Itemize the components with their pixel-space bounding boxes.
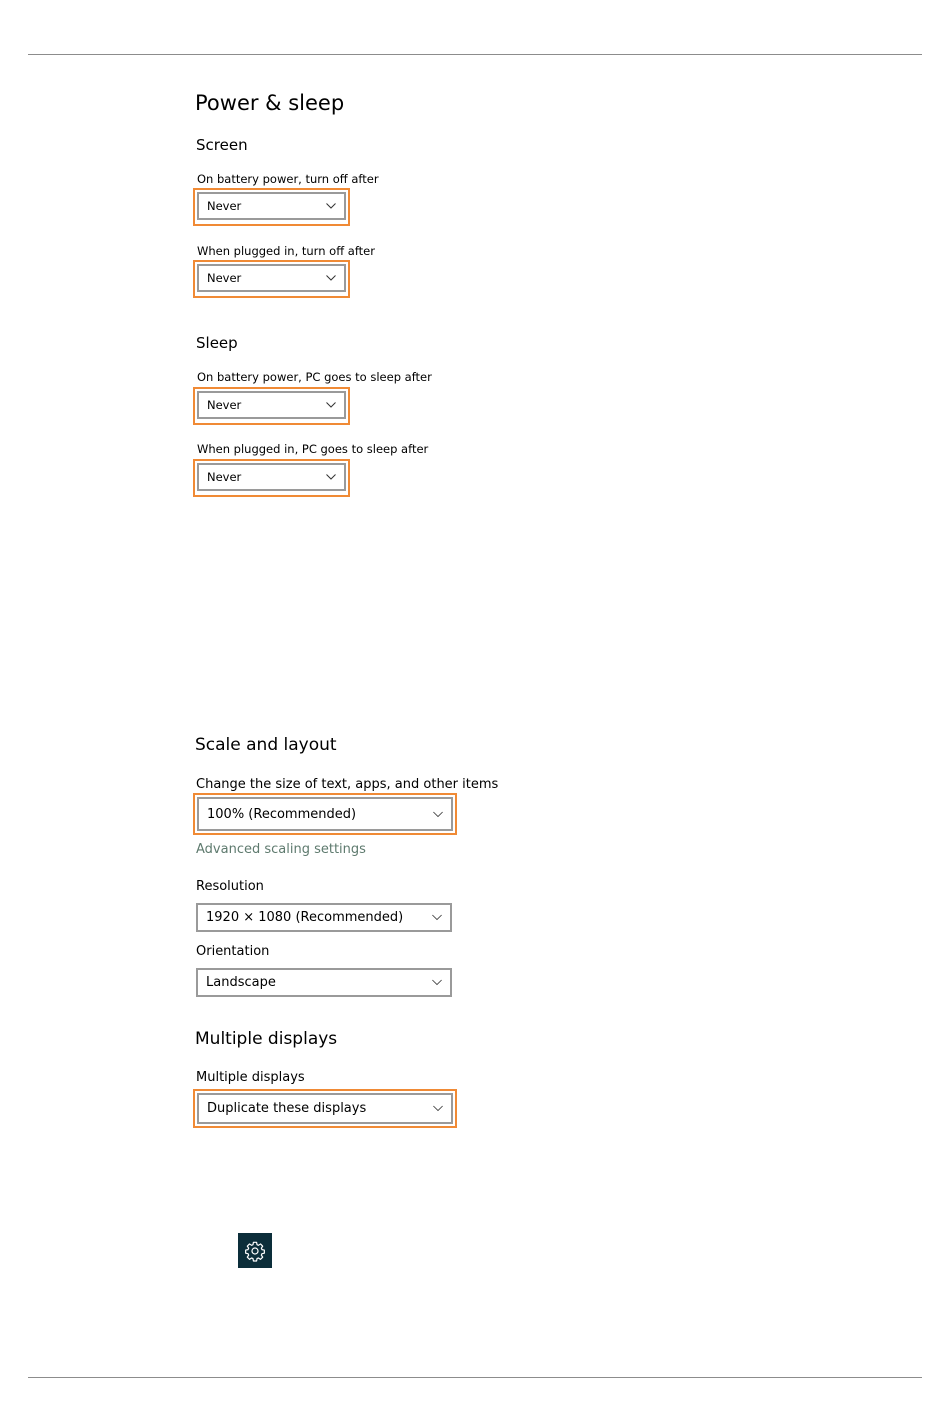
sleep-plugged-dropdown[interactable] [197,463,346,491]
sleep-plugged-label: When plugged in, PC goes to sleep after [197,442,429,456]
page-title: Power & sleep [195,91,345,115]
orientation-label: Orientation [196,944,270,959]
dropdown-value: Never [207,199,242,213]
screen-battery-label: On battery power, turn off after [197,172,379,186]
dropdown-value: 100% (Recommended) [207,806,357,822]
dropdown-value: Landscape [206,975,276,990]
sleep-heading: Sleep [196,334,238,352]
dropdown-value: 1920 × 1080 (Recommended) [206,910,404,925]
chevron-down-icon [432,913,442,923]
screen-battery-dropdown[interactable] [197,192,346,220]
sleep-battery-dropdown[interactable] [197,391,346,419]
orientation-dropdown[interactable] [196,968,452,997]
text-size-dropdown[interactable] [197,797,453,831]
chevron-down-icon [433,1104,443,1114]
chevron-down-icon [326,400,336,410]
screen-plugged-dropdown[interactable] [197,264,346,292]
sleep-battery-label: On battery power, PC goes to sleep after [197,370,432,384]
scale-layout-heading: Scale and layout [195,735,337,755]
advanced-scaling-link[interactable]: Advanced scaling settings [196,842,366,857]
multiple-displays-dropdown[interactable] [197,1093,453,1124]
top-divider [28,54,922,55]
bottom-divider [28,1377,922,1378]
chevron-down-icon [432,978,442,988]
dropdown-value: Duplicate these displays [207,1101,367,1116]
multiple-displays-label: Multiple displays [196,1070,305,1085]
chevron-down-icon [326,472,336,482]
screen-heading: Screen [196,136,248,154]
dropdown-value: Never [207,470,242,484]
resolution-dropdown[interactable] [196,903,452,932]
dropdown-value: Never [207,398,242,412]
screen-plugged-label: When plugged in, turn off after [197,244,375,258]
gear-icon[interactable] [238,1233,272,1268]
chevron-down-icon [326,201,336,211]
dropdown-value: Never [207,271,242,285]
text-size-label: Change the size of text, apps, and other items [196,777,499,792]
resolution-label: Resolution [196,879,264,894]
chevron-down-icon [326,273,336,283]
multiple-displays-heading: Multiple displays [195,1029,338,1049]
chevron-down-icon [433,809,443,819]
